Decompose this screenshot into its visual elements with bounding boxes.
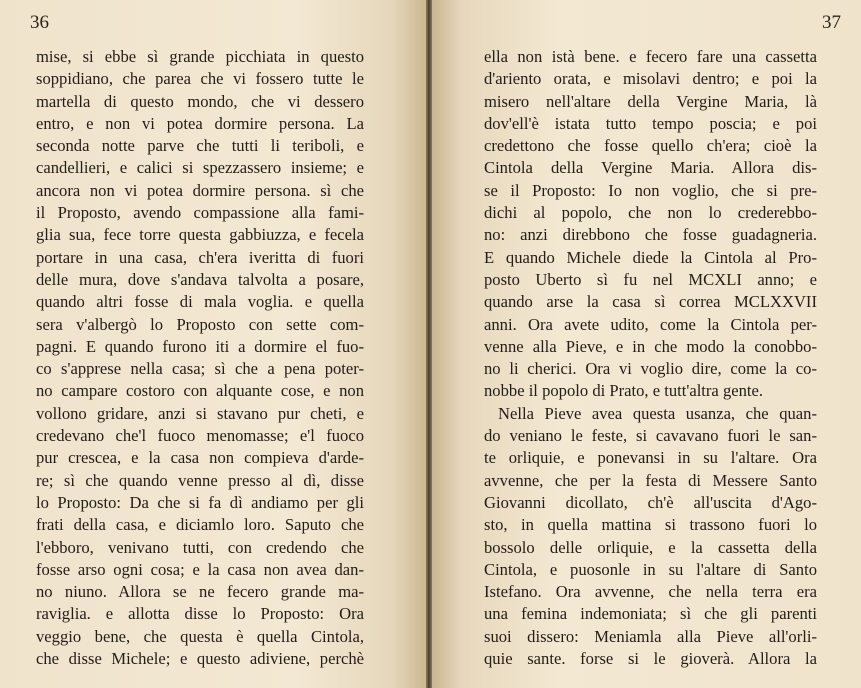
text-line: candellieri, e calici si spezzassero insieme; e xyxy=(36,158,364,178)
text-line: no niuno. Allora se ne fecero grande ma- xyxy=(36,582,364,602)
text-line: dichi al popolo, che non lo crederebbo- xyxy=(484,203,817,223)
text-line: quando arse la casa sì correa MCLXXVII xyxy=(484,292,817,312)
text-line: ancora non vi potea dormire persona. sì che xyxy=(36,180,364,200)
text-line: delle mura, dove s'andava talvolta a posare, xyxy=(36,269,364,289)
text-line: che disse Michele; e questo adiviene, perchè xyxy=(36,649,364,669)
paragraph-start-line: Nella Pieve avea questa usanza, che quan- xyxy=(498,403,817,423)
text-line: se il Proposto: Io non voglio, che si pre- xyxy=(484,180,817,200)
text-line: suoi dissero: Meniamla alla Pieve all'orli- xyxy=(484,626,817,646)
text-line: frati della casa, e diciamlo loro. Saputo che xyxy=(36,515,364,535)
text-line: seconda notte parve che tutti li teriboli, e xyxy=(36,136,364,156)
text-line: Istefano. Ora avvenne, che nella terra era xyxy=(484,582,817,602)
text-line: d'ariento orata, e misolavi dentro; e poi la xyxy=(484,69,817,89)
text-line: quando altri fosse di mala voglia. e quella xyxy=(36,292,364,312)
text-line: soppidiano, che parea che vi fossero tutte le xyxy=(36,69,364,89)
text-line: bossolo delle orliquie, e la cassetta della xyxy=(484,537,817,557)
text-line: no campare costoro con alquante cose, e non xyxy=(36,381,364,401)
text-line: vollono gridare, anzi si stavano pur cheti, e xyxy=(36,403,364,423)
text-line: posto Uberto sì fu nel MCXLI anno; e xyxy=(484,269,817,289)
text-line: pur crescea, e la casa non compieva d'arde- xyxy=(36,448,364,468)
text-line: quie sante. forse si le gioverà. Allora la xyxy=(484,649,817,669)
text-line: il Proposto, avendo compassione alla fami- xyxy=(36,203,364,223)
text-line: anni. Ora avete udito, come la Cintola per- xyxy=(484,314,817,334)
page-number-left: 36 xyxy=(30,12,49,33)
text-line: te orliquie, e ponevansi in su l'altare. Ora xyxy=(484,448,817,468)
text-line: misero nell'altare della Vergine Maria, là xyxy=(484,91,817,111)
text-line: entro, e non vi potea dormire persona. La xyxy=(36,113,364,133)
text-line: martella di questo mondo, che vi dessero xyxy=(36,91,364,111)
text-line: co s'apprese nella casa; sì che a pena poter- xyxy=(36,359,364,379)
text-line: re; sì che quando venne presso al dì, disse xyxy=(36,470,364,490)
text-line: raviglia. e allotta disse lo Proposto: Ora xyxy=(36,604,364,624)
text-line: E quando Michele diede la Cintola al Pro- xyxy=(484,247,817,267)
text-line: Cintola della Vergine Maria. Allora dis- xyxy=(484,158,817,178)
text-line: veggio bene, che questa è quella Cintola, xyxy=(36,626,364,646)
text-line: do veniano le feste, si cavavano fuori le san- xyxy=(484,426,817,446)
text-line: portare in una casa, ch'era iveritta di fuori xyxy=(36,247,364,267)
text-line: no li cherici. Ora vi voglio dire, come la co- xyxy=(484,359,817,379)
left-page xyxy=(0,0,426,688)
text-line: avvenne, che per la festa di Messere Santo xyxy=(484,470,817,490)
text-line: dov'ell'è istata tutto tempo poscia; e poi xyxy=(484,113,817,133)
text-line: credevano che'l fuoco menomasse; e'l fuoco xyxy=(36,426,364,446)
page-number-right: 37 xyxy=(822,12,841,33)
right-page xyxy=(432,0,861,688)
right-page-text xyxy=(484,46,817,670)
left-page-text xyxy=(36,46,364,670)
text-line: nobbe il popolo di Prato, e tutt'altra gente. xyxy=(484,381,764,401)
text-line: credettono che fosse quello ch'era; cioè la xyxy=(484,136,817,156)
text-line: mise, si ebbe sì grande picchiata in questo xyxy=(36,47,364,66)
text-line: venne alla Pieve, e in che modo la conobbo- xyxy=(484,336,817,356)
text-line: Cintola, e puosonle in su l'altare di Santo xyxy=(484,559,817,579)
text-line: Giovanni dicollato, ch'è all'uscita d'Ago- xyxy=(484,492,817,512)
text-line: sto, in quella mattina si trassono fuori lo xyxy=(484,515,817,535)
text-line: sera v'albergò lo Proposto con sette com- xyxy=(36,314,364,334)
text-line: fosse arso ogni cosa; e la casa non avea dan- xyxy=(36,559,364,579)
text-line: pagni. E quando furono iti a dormire el fuo- xyxy=(36,336,364,356)
text-line: lo Proposto: Da che si fa dì andiamo per gli xyxy=(36,492,364,512)
text-line: ella non istà bene. e fecero fare una cassetta xyxy=(484,47,817,66)
text-line: glia sua, fece torre questa gabbiuzza, e fecela xyxy=(36,225,364,245)
text-line: una femina indemoniata; sì che gli parenti xyxy=(484,604,817,624)
text-line: no: anzi direbbono che fosse guadagneria. xyxy=(484,225,817,245)
text-line: l'ebboro, venivano tutti, con credendo che xyxy=(36,537,364,557)
